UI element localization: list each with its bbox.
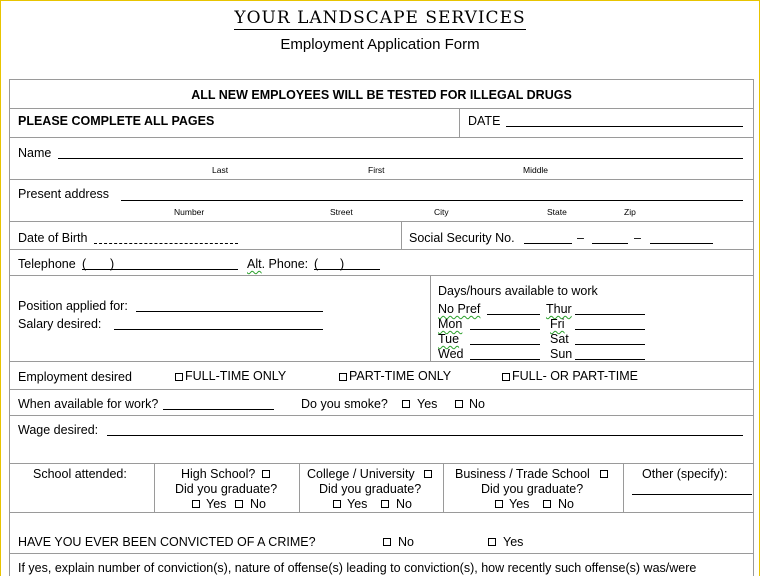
trade-grad-no-label: No — [558, 497, 574, 511]
company-name: YOUR LANDSCAPE SERVICES — [234, 8, 526, 28]
salary-field[interactable] — [114, 329, 323, 330]
name-label: Name — [18, 146, 52, 160]
crime-no-label: No — [398, 535, 414, 549]
full-time-checkbox[interactable] — [175, 373, 183, 381]
page-cutoff — [0, 576, 760, 584]
telephone-paren-open: ( — [82, 257, 87, 271]
crime-question: HAVE YOU EVER BEEN CONVICTED OF A CRIME? — [18, 535, 316, 549]
day-sat-label: Sat — [550, 332, 569, 346]
day-tue-label: Tue — [438, 332, 460, 346]
telephone-label: Telephone — [18, 257, 76, 271]
trade-school-checkbox[interactable] — [600, 470, 608, 478]
day-no-pref-label: No Pref — [438, 302, 481, 316]
ssn-dash: – — [577, 231, 584, 245]
position-label: Position applied for: — [18, 299, 128, 313]
school-attended-label: School attended: — [33, 467, 127, 481]
crime-no-checkbox[interactable] — [383, 538, 391, 546]
availability-title: Days/hours available to work — [438, 284, 598, 298]
high-school-checkbox[interactable] — [262, 470, 270, 478]
when-available-label: When available for work? — [18, 397, 159, 411]
other-school-field[interactable] — [632, 494, 752, 495]
ssn-part2-field[interactable] — [592, 243, 628, 244]
row-divider — [9, 249, 753, 250]
alt-phone-field[interactable] — [314, 269, 380, 270]
name-first-caption: First — [368, 165, 385, 175]
other-school-label: Other (specify): — [642, 467, 728, 481]
dob-field[interactable] — [94, 243, 238, 244]
college-grad-yes-label: Yes — [347, 497, 368, 511]
day-sun-field[interactable] — [575, 359, 645, 360]
college-grad-no-checkbox[interactable] — [381, 500, 389, 508]
date-label: DATE — [468, 114, 501, 128]
smoke-yes-label: Yes — [417, 397, 438, 411]
telephone-paren-close: ) — [110, 257, 115, 271]
instructions-text: PLEASE COMPLETE ALL PAGES — [18, 114, 215, 128]
position-field[interactable] — [136, 311, 323, 312]
row-divider — [9, 221, 753, 222]
part-time-checkbox[interactable] — [339, 373, 347, 381]
alt-phone-paren-close: ) — [340, 257, 345, 271]
part-time-label: PART-TIME ONLY — [349, 369, 452, 383]
addr-number-caption: Number — [174, 207, 205, 217]
row-divider — [9, 389, 753, 390]
col-divider — [430, 275, 431, 361]
high-school-graduate-label: Did you graduate? — [175, 482, 278, 496]
day-wed-field[interactable] — [470, 359, 540, 360]
address-field[interactable] — [121, 200, 743, 201]
high-school-grad-no-label: No — [250, 497, 266, 511]
day-tue-field[interactable] — [470, 344, 540, 345]
col-divider — [443, 463, 444, 512]
day-sat-field[interactable] — [575, 344, 645, 345]
wage-label: Wage desired: — [18, 423, 99, 437]
smoke-label: Do you smoke? — [301, 397, 388, 411]
college-grad-yes-checkbox[interactable] — [333, 500, 341, 508]
addr-city-caption: City — [434, 207, 449, 217]
smoke-yes-checkbox[interactable] — [402, 400, 410, 408]
day-fri-label: Fri — [550, 317, 565, 331]
day-mon-label: Mon — [438, 317, 463, 331]
addr-zip-caption: Zip — [624, 207, 636, 217]
college-grad-no-label: No — [396, 497, 412, 511]
crime-yes-checkbox[interactable] — [488, 538, 496, 546]
telephone-field[interactable] — [82, 269, 238, 270]
full-or-part-time-checkbox[interactable] — [502, 373, 510, 381]
smoke-no-label: No — [469, 397, 485, 411]
address-label: Present address — [18, 187, 110, 201]
row-divider — [9, 179, 753, 180]
high-school-label: High School? — [181, 467, 256, 481]
table-right-border — [753, 79, 754, 584]
date-field[interactable] — [506, 126, 743, 127]
alt-phone-paren-open: ( — [314, 257, 319, 271]
col-divider — [459, 108, 460, 137]
dob-label: Date of Birth — [18, 231, 88, 245]
name-field[interactable] — [58, 158, 743, 159]
addr-street-caption: Street — [330, 207, 353, 217]
full-time-label: FULL-TIME ONLY — [185, 369, 287, 383]
college-label: College / University — [307, 467, 415, 481]
row-divider — [9, 275, 753, 276]
trade-school-label: Business / Trade School — [455, 467, 590, 481]
name-last-caption: Last — [212, 165, 229, 175]
alt-phone-label: Alt. Phone: — [247, 257, 309, 271]
row-divider — [9, 361, 753, 362]
ssn-label: Social Security No. — [409, 231, 515, 245]
row-divider — [9, 463, 753, 464]
when-available-field[interactable] — [163, 409, 274, 410]
form-title: Employment Application Form — [280, 36, 480, 53]
crime-yes-label: Yes — [503, 535, 524, 549]
high-school-grad-yes-label: Yes — [206, 497, 227, 511]
addr-state-caption: State — [547, 207, 567, 217]
col-divider — [401, 221, 402, 249]
row-divider — [9, 108, 753, 109]
col-divider — [299, 463, 300, 512]
row-divider — [9, 415, 753, 416]
day-fri-field[interactable] — [575, 329, 645, 330]
employment-label: Employment desired — [18, 370, 132, 384]
trade-grad-no-checkbox[interactable] — [543, 500, 551, 508]
row-divider — [9, 512, 753, 513]
table-top-border — [9, 79, 753, 80]
trade-school-graduate-label: Did you graduate? — [481, 482, 584, 496]
ssn-part1-field[interactable] — [524, 243, 572, 244]
full-or-part-time-label: FULL- OR PART-TIME — [512, 369, 638, 383]
smoke-no-checkbox[interactable] — [455, 400, 463, 408]
high-school-grad-yes-checkbox[interactable] — [192, 500, 200, 508]
day-thur-label: Thur — [546, 302, 572, 316]
wage-field[interactable] — [107, 435, 743, 436]
day-no-pref-field[interactable] — [487, 314, 540, 315]
day-wed-label: Wed — [438, 347, 464, 361]
row-divider — [9, 553, 753, 554]
trade-grad-yes-checkbox[interactable] — [495, 500, 503, 508]
drug-test-banner: ALL NEW EMPLOYEES WILL BE TESTED FOR ILLEGAL DRUGS — [191, 88, 572, 102]
college-graduate-label: Did you graduate? — [319, 482, 422, 496]
ssn-part3-field[interactable] — [650, 243, 713, 244]
explain-conviction-text: If yes, explain number of conviction(s), nature of offense(s) leading to conviction(s), how recently such offense(s) was/were — [18, 561, 697, 575]
day-thur-field[interactable] — [575, 314, 645, 315]
row-divider — [9, 137, 753, 138]
salary-label: Salary desired: — [18, 317, 102, 331]
name-middle-caption: Middle — [523, 165, 549, 175]
trade-grad-yes-label: Yes — [509, 497, 530, 511]
col-divider — [623, 463, 624, 512]
day-sun-label: Sun — [550, 347, 573, 361]
ssn-dash: – — [634, 231, 641, 245]
college-checkbox[interactable] — [424, 470, 432, 478]
day-mon-field[interactable] — [470, 329, 540, 330]
table-left-border — [9, 79, 10, 584]
high-school-grad-no-checkbox[interactable] — [235, 500, 243, 508]
col-divider — [154, 463, 155, 512]
